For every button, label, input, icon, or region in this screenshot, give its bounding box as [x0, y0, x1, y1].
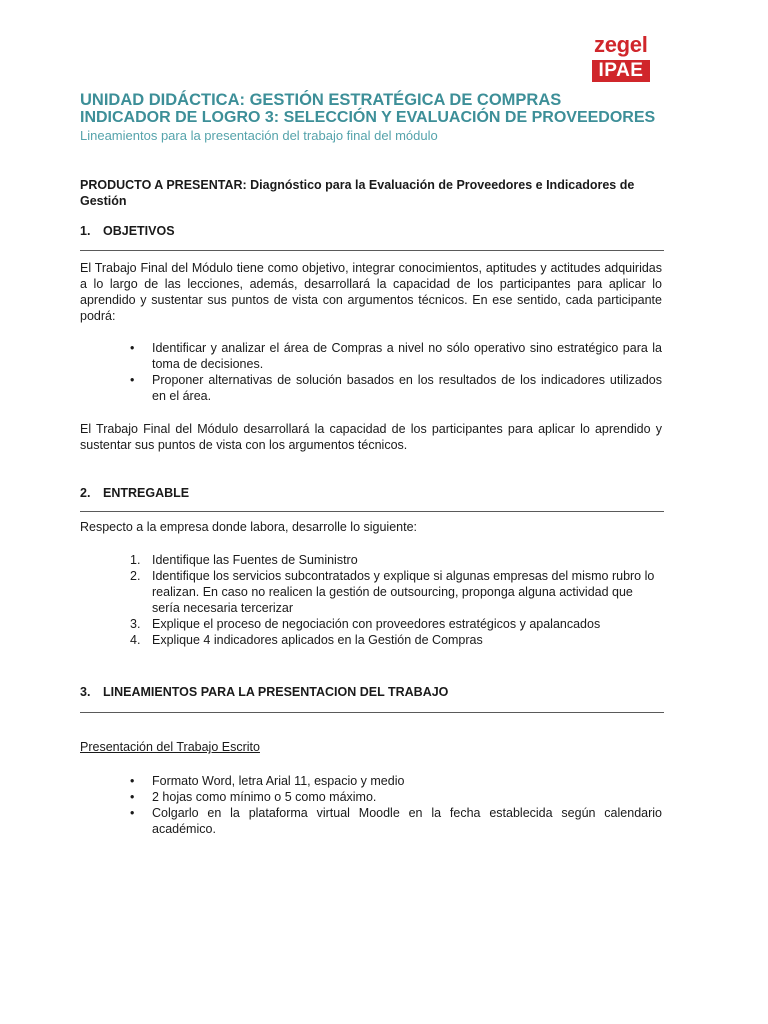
logo-ipae-text: IPAE	[592, 60, 650, 82]
list-item: • Colgarlo en la plataforma virtual Moodle en la fecha establecida según calendario académico.	[130, 806, 662, 836]
zegel-ipae-logo	[592, 34, 652, 82]
list-item: • 2 hojas como mínimo o 5 como máximo.	[130, 790, 377, 804]
logo-zegel-text: zegel	[594, 32, 648, 57]
section-heading-objetivos	[80, 224, 175, 238]
section-number: 2.	[80, 486, 91, 500]
product-statement: PRODUCTO A PRESENTAR: Diagnóstico para la Evaluación de Proveedores e Indicadores de Gestión	[80, 178, 635, 208]
section-divider	[80, 511, 664, 512]
entregable-numbered-list	[130, 552, 660, 648]
list-item: • Identificar y analizar el área de Compras a nivel no sólo operativo sino estratégico para la toma de decisiones.	[130, 341, 662, 371]
list-item: 2. Identifique los servicios subcontratados y explique si algunas empresas del mismo rubro lo realizan. En caso no realicen la gestión de outsourcing, proponga alguna actividad que sería necesaria tercerizar	[130, 569, 655, 615]
list-item: • Formato Word, letra Arial 11, espacio y medio	[130, 774, 405, 788]
list-item: 1. Identifique las Fuentes de Suministro	[130, 553, 358, 567]
list-item: 3. Explique el proceso de negociación con proveedores estratégicos y apalancados	[130, 617, 601, 631]
bullet-icon: •	[130, 341, 135, 355]
section-heading-entregable	[80, 486, 189, 500]
section-divider	[80, 712, 664, 713]
lineamientos-subheading: Presentación del Trabajo Escrito	[80, 740, 260, 754]
bullet-icon: •	[130, 774, 135, 788]
section-title: ENTREGABLE	[103, 486, 190, 500]
list-item: • Proponer alternativas de solución basados en los resultados de los indicadores utilizados en el área.	[130, 373, 662, 403]
section-title: OBJETIVOS	[103, 224, 175, 238]
section-title: LINEAMIENTOS PARA LA PRESENTACION DEL TRABAJO	[103, 685, 449, 699]
section-heading-lineamientos	[80, 685, 448, 699]
objetivos-intro-paragraph: El Trabajo Final del Módulo tiene como objetivo, integrar conocimientos, aptitudes y actitudes adquiridas a lo largo de las lecciones, además, desarrollará la capacidad de los participantes para aplicar lo aprendido y sustentar sus puntos de vista con argumentos técnicos. En ese sentido, cada participante podrá:	[80, 261, 662, 323]
section-divider	[80, 250, 664, 251]
entregable-intro: Respecto a la empresa donde labora, desarrolle lo siguiente:	[80, 520, 418, 534]
section-number: 1.	[80, 224, 91, 238]
objetivos-closing-paragraph: El Trabajo Final del Módulo desarrollará la capacidad de los participantes para aplicar lo aprendido y sustentar sus puntos de vista con los argumentos técnicos.	[80, 422, 662, 452]
document-subtitle: INDICADOR DE LOGRO 3: SELECCIÓN Y EVALUACIÓN DE PROVEEDORES	[80, 109, 656, 126]
document-caption: Lineamientos para la presentación del trabajo final del módulo	[80, 128, 438, 143]
objetivos-bullet-list	[130, 340, 662, 404]
bullet-icon: •	[130, 806, 135, 820]
list-item: 4. Explique 4 indicadores aplicados en la Gestión de Compras	[130, 633, 483, 647]
bullet-icon: •	[130, 373, 135, 387]
lineamientos-bullet-list	[130, 773, 662, 837]
document-title: UNIDAD DIDÁCTICA: GESTIÓN ESTRATÉGICA DE COMPRAS	[80, 91, 562, 109]
section-number: 3.	[80, 685, 91, 699]
bullet-icon: •	[130, 790, 135, 804]
